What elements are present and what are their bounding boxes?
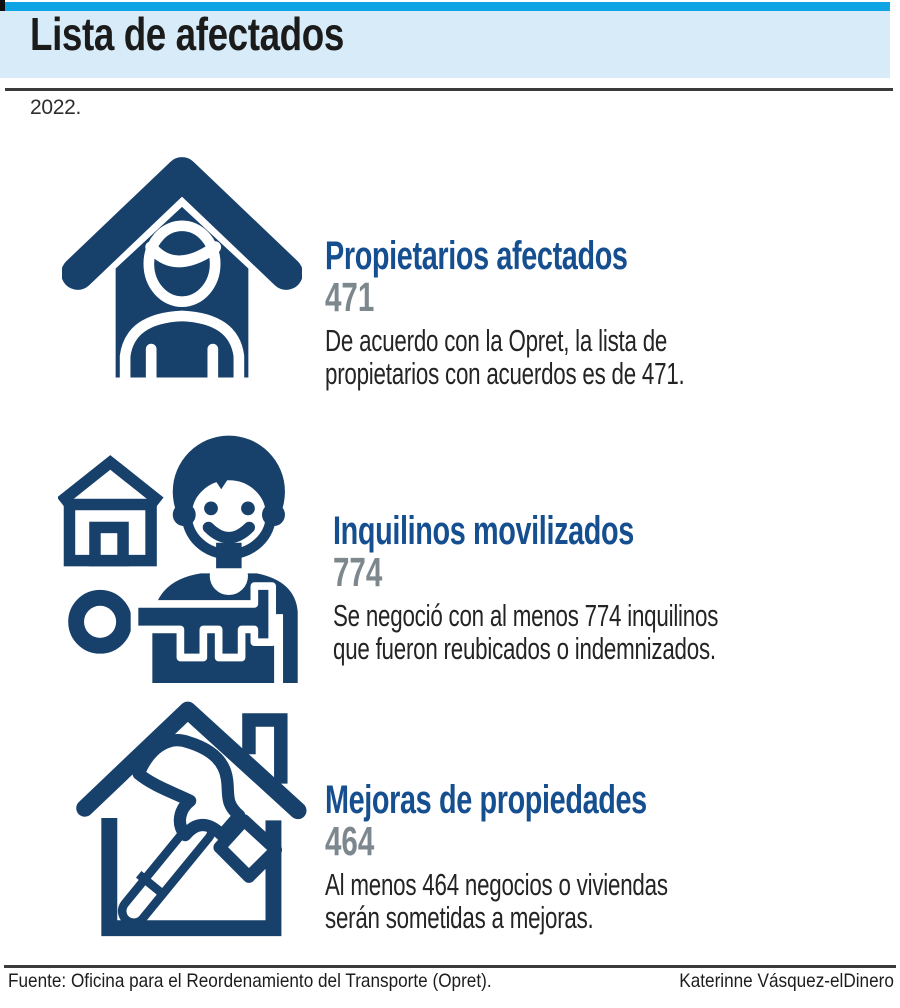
section-title: Inquilinos movilizados bbox=[333, 509, 634, 553]
author-credit: Katerinne Vásquez-elDinero bbox=[679, 970, 894, 992]
house-with-person-icon bbox=[62, 150, 302, 387]
description-line-1: Se negoció con al menos 774 inquilinos bbox=[333, 598, 719, 633]
description-line-2: propietarios con acuerdos es de 471. bbox=[325, 355, 685, 391]
section-inquilinos bbox=[333, 511, 868, 665]
header-divider bbox=[5, 88, 893, 91]
source-credit: Fuente: Oficina para el Reordenamiento del Transporte (Opret). bbox=[8, 970, 492, 992]
description-line-1: De acuerdo con la Opret, la lista de bbox=[325, 323, 668, 358]
section-title: Propietarios afectados bbox=[325, 234, 628, 278]
description-line-2: serán sometidas a mejoras. bbox=[325, 899, 594, 935]
description-line-1: Al menos 464 negocios o viviendas bbox=[325, 867, 668, 902]
section-mejoras bbox=[325, 780, 801, 934]
page-title: Lista de afectados bbox=[30, 8, 344, 60]
section-description bbox=[325, 869, 668, 934]
year-label: 2022. bbox=[30, 96, 82, 119]
section-description bbox=[325, 325, 685, 390]
section-value: 471 bbox=[325, 274, 375, 320]
footer-divider bbox=[4, 965, 896, 968]
description-line-2: que fueron reubicados o indemnizados. bbox=[333, 630, 716, 666]
section-propietarios bbox=[325, 236, 824, 390]
tenant-with-key-and-house-icon bbox=[58, 428, 313, 683]
section-description bbox=[333, 600, 718, 665]
section-value: 774 bbox=[333, 549, 383, 595]
section-title: Mejoras de propiedades bbox=[325, 778, 647, 822]
house-with-hammer-icon bbox=[75, 688, 320, 943]
section-value: 464 bbox=[325, 818, 375, 864]
